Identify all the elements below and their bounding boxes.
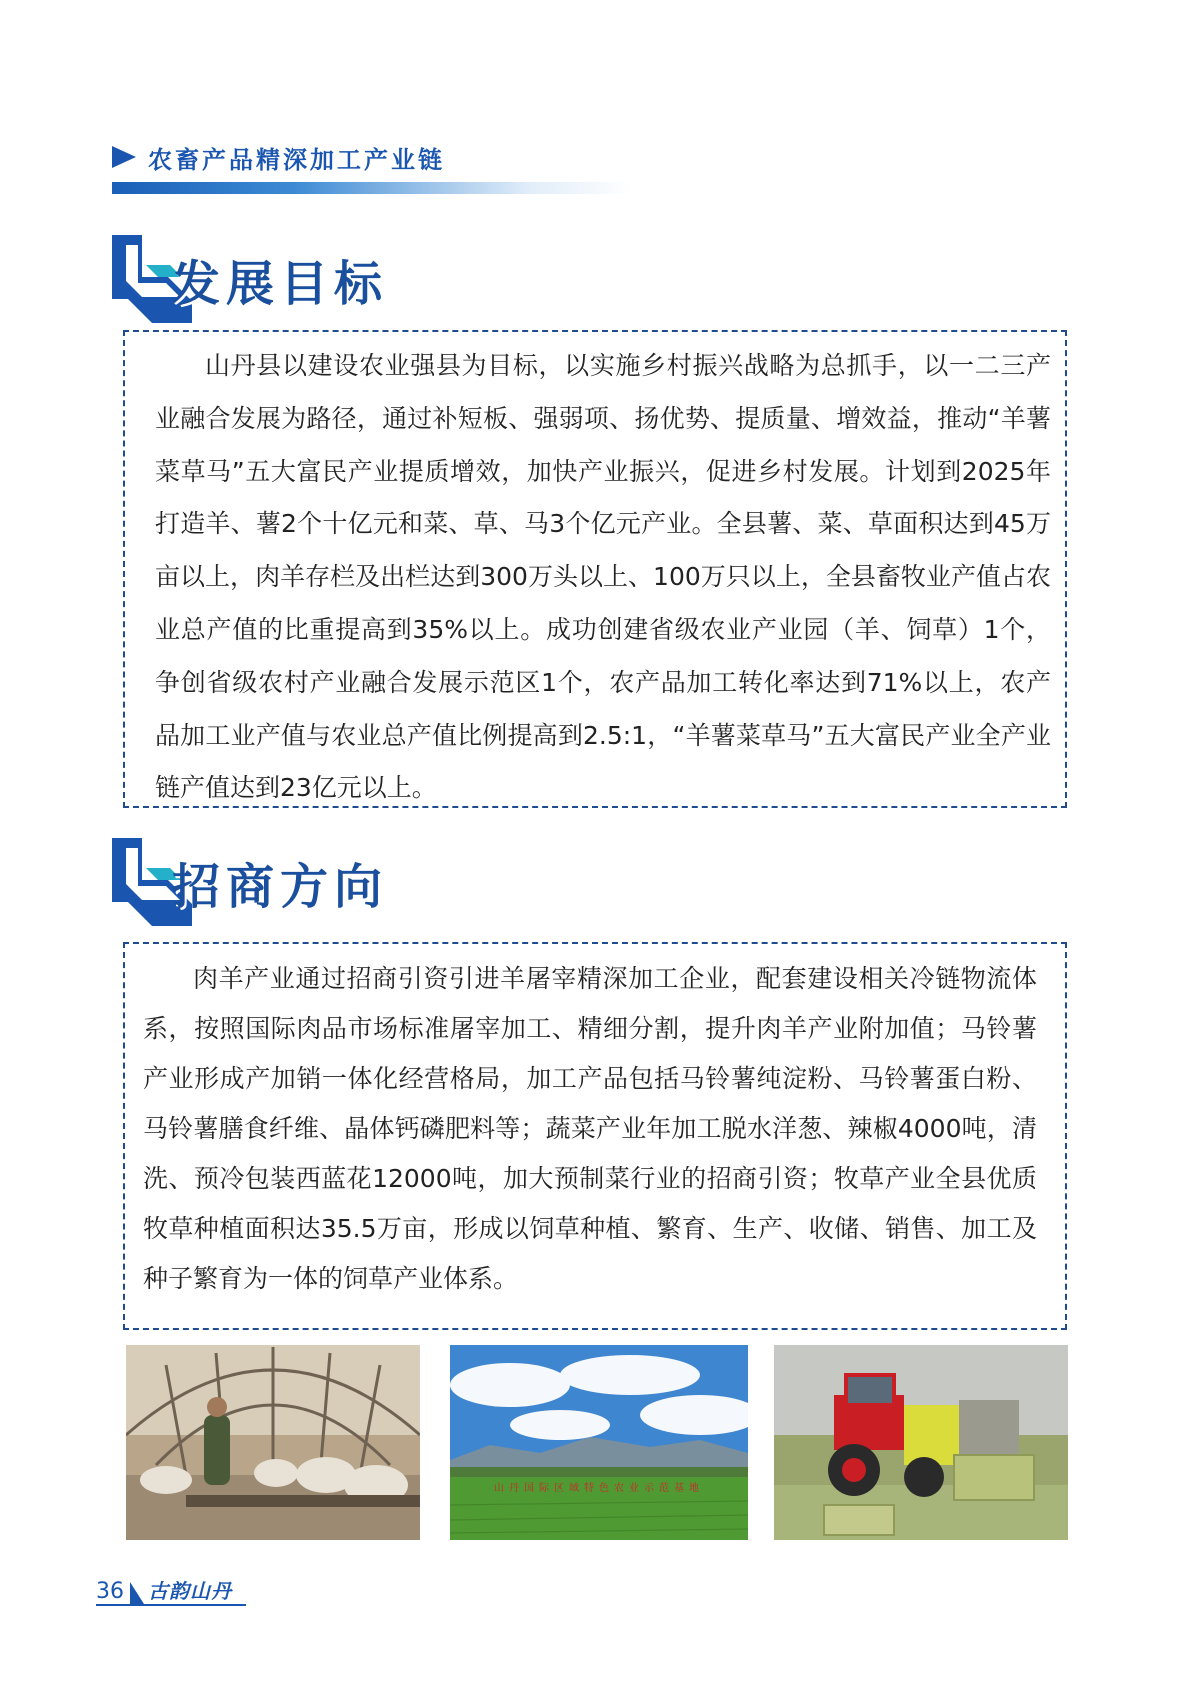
footer-rule xyxy=(96,1604,246,1606)
goals-paragraph: 山丹县以建设农业强县为目标，以实施乡村振兴战略为总抓手，以一二三产业融合发展为路径，通过补短板、强弱项、扬优势、提质量、增效益，推动“羊薯菜草马”五大富民产业提质增效，加快产业振兴，促进乡村发展。计划到2025年打造羊、薯2个十亿元和菜、草、马3个亿元产业。全县薯、菜、草面积达到45万亩以上，肉羊存栏及出栏达到300万头以上、100万只以上，全县畜牧业产值占农业总产值的比重提高到35%以上。成功创建省级农业产业园（羊、饲草）1个，争创省级农村产业融合发展示范区1个，农产品加工转化率达到71%以上，农产品加工业产值与农业总产值比例提高到2.5:1，“羊薯菜草马”五大富民产业全产业链产值达到23亿元以上。 xyxy=(155,351,1051,803)
header-gradient-bar xyxy=(112,182,632,194)
page-number: 36 xyxy=(96,1579,124,1604)
section-heading-goals xyxy=(112,235,532,327)
investment-text-box xyxy=(123,942,1067,1330)
section-title: 发展目标 xyxy=(172,256,389,312)
investment-paragraph: 肉羊产业通过招商引资引进羊屠宰精深加工企业，配套建设相关冷链物流体系，按照国际肉品市场标准屠宰加工、精细分割，提升肉羊产业附加值；马铃薯产业形成产加销一体化经营格局，加工产品包括马铃薯纯淀粉、马铃薯蛋白粉、马铃薯膳食纤维、晶体钙磷肥料等；蔬菜产业年加工脱水洋葱、辣椒4000吨，清洗、预冷包装西蓝花12000吨，加大预制菜行业的招商引资；牧草产业全县优质牧草种植面积达35.5万亩，形成以饲草种植、繁育、生产、收储、销售、加工及种子繁育为一体的饲草产业体系。 xyxy=(143,964,1037,1293)
goals-text-box xyxy=(123,330,1067,808)
chain-header xyxy=(112,140,445,174)
brand-name: 古韵山丹 xyxy=(148,1579,232,1603)
field-sign-text: 山丹国际区域特色农业示范基地 xyxy=(494,1483,704,1494)
slash-icon xyxy=(130,1582,144,1604)
photo-sheep-barn xyxy=(126,1345,420,1540)
footer xyxy=(96,1575,232,1604)
section-heading-investment xyxy=(112,838,532,930)
section-title: 招商方向 xyxy=(172,859,389,915)
photo-green-field xyxy=(450,1345,748,1540)
photo-hay-baler xyxy=(774,1345,1068,1540)
arrow-icon xyxy=(112,146,136,168)
chain-title: 农畜产品精深加工产业链 xyxy=(148,145,445,174)
